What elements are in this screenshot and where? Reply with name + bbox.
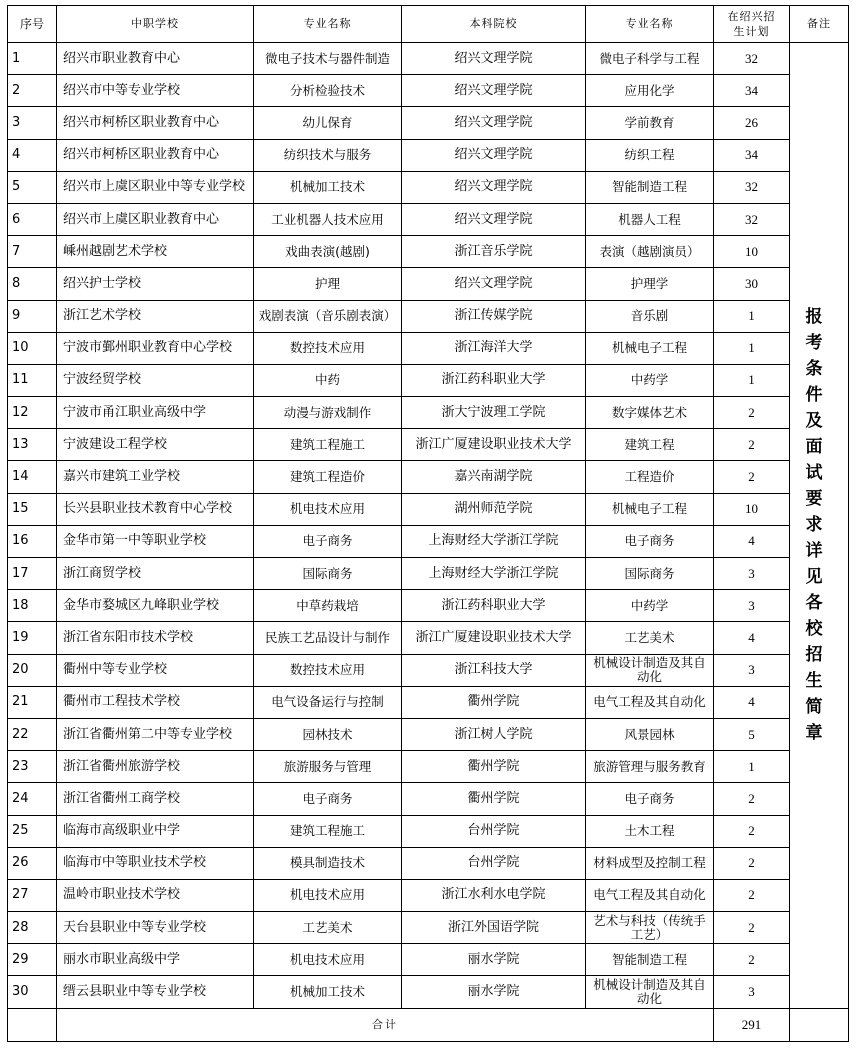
cell-university: 上海财经大学浙江学院 bbox=[402, 558, 586, 590]
cell-major: 幼儿保育 bbox=[254, 107, 402, 139]
cell-uni-major: 艺术与科技（传统手工艺） bbox=[586, 912, 714, 944]
table-row bbox=[8, 268, 849, 300]
cell-uni-major: 数字媒体艺术 bbox=[586, 397, 714, 429]
cell-uni-major: 机械设计制造及其自动化 bbox=[586, 976, 714, 1008]
total-row bbox=[8, 1008, 849, 1041]
cell-school: 浙江商贸学校 bbox=[57, 558, 254, 590]
cell-school: 长兴县职业技术教育中心学校 bbox=[57, 493, 254, 525]
cell-index: 1 bbox=[8, 43, 57, 75]
cell-major: 分析检验技术 bbox=[254, 75, 402, 107]
cell-major: 中草药栽培 bbox=[254, 590, 402, 622]
cell-major: 园林技术 bbox=[254, 718, 402, 750]
cell-uni-major: 智能制造工程 bbox=[586, 944, 714, 976]
table-row bbox=[8, 43, 849, 75]
cell-major: 电子商务 bbox=[254, 783, 402, 815]
table-row bbox=[8, 847, 849, 879]
cell-major: 中药 bbox=[254, 364, 402, 396]
cell-plan: 2 bbox=[714, 912, 790, 944]
cell-school: 绍兴市柯桥区职业教育中心 bbox=[57, 139, 254, 171]
cell-school: 衢州中等专业学校 bbox=[57, 654, 254, 686]
cell-major: 工艺美术 bbox=[254, 912, 402, 944]
cell-school: 绍兴市上虞区职业中等专业学校 bbox=[57, 171, 254, 203]
table-row bbox=[8, 332, 849, 364]
cell-university: 衢州学院 bbox=[402, 686, 586, 718]
cell-uni-major: 中药学 bbox=[586, 364, 714, 396]
cell-major: 护理 bbox=[254, 268, 402, 300]
cell-university: 浙江外国语学院 bbox=[402, 912, 586, 944]
table-row bbox=[8, 622, 849, 654]
table-row bbox=[8, 461, 849, 493]
cell-index: 15 bbox=[8, 493, 57, 525]
cell-uni-major: 土木工程 bbox=[586, 815, 714, 847]
cell-school: 温岭市职业技术学校 bbox=[57, 879, 254, 911]
cell-uni-major: 机械电子工程 bbox=[586, 332, 714, 364]
cell-school: 绍兴市职业教育中心 bbox=[57, 43, 254, 75]
cell-university: 浙大宁波理工学院 bbox=[402, 397, 586, 429]
header-plan: 在绍兴招生计划 bbox=[714, 6, 790, 43]
cell-index: 24 bbox=[8, 783, 57, 815]
cell-uni-major: 电气工程及其自动化 bbox=[586, 879, 714, 911]
table-row bbox=[8, 139, 849, 171]
cell-major: 纺织技术与服务 bbox=[254, 139, 402, 171]
cell-uni-major: 电气工程及其自动化 bbox=[586, 686, 714, 718]
cell-index: 27 bbox=[8, 879, 57, 911]
cell-school: 浙江省衢州旅游学校 bbox=[57, 751, 254, 783]
table-row bbox=[8, 236, 849, 268]
cell-index: 5 bbox=[8, 171, 57, 203]
cell-university: 绍兴文理学院 bbox=[402, 107, 586, 139]
cell-index: 8 bbox=[8, 268, 57, 300]
cell-uni-major: 中药学 bbox=[586, 590, 714, 622]
table-row bbox=[8, 203, 849, 235]
cell-plan: 3 bbox=[714, 654, 790, 686]
cell-major: 电子商务 bbox=[254, 525, 402, 557]
enrollment-plan-table bbox=[7, 5, 849, 1042]
enrollment-plan-table-wrapper bbox=[7, 5, 849, 1042]
cell-major: 机电技术应用 bbox=[254, 879, 402, 911]
cell-plan: 1 bbox=[714, 751, 790, 783]
cell-plan: 3 bbox=[714, 558, 790, 590]
header-row bbox=[8, 6, 849, 43]
table-row bbox=[8, 75, 849, 107]
cell-university: 浙江水利水电学院 bbox=[402, 879, 586, 911]
cell-plan: 34 bbox=[714, 139, 790, 171]
cell-university: 丽水学院 bbox=[402, 944, 586, 976]
table-row bbox=[8, 300, 849, 332]
cell-index: 13 bbox=[8, 429, 57, 461]
cell-index: 6 bbox=[8, 203, 57, 235]
table-row bbox=[8, 429, 849, 461]
cell-plan: 34 bbox=[714, 75, 790, 107]
cell-major: 模具制造技术 bbox=[254, 847, 402, 879]
cell-plan: 1 bbox=[714, 364, 790, 396]
cell-university: 台州学院 bbox=[402, 815, 586, 847]
cell-school: 绍兴市柯桥区职业教育中心 bbox=[57, 107, 254, 139]
cell-plan: 2 bbox=[714, 461, 790, 493]
table-row bbox=[8, 976, 849, 1008]
total-value: 291 bbox=[714, 1008, 790, 1041]
cell-index: 4 bbox=[8, 139, 57, 171]
cell-index: 10 bbox=[8, 332, 57, 364]
cell-school: 宁波建设工程学校 bbox=[57, 429, 254, 461]
cell-plan: 10 bbox=[714, 493, 790, 525]
cell-uni-major: 国际商务 bbox=[586, 558, 714, 590]
header-school: 中职学校 bbox=[57, 6, 254, 43]
cell-major: 电气设备运行与控制 bbox=[254, 686, 402, 718]
cell-plan: 3 bbox=[714, 590, 790, 622]
cell-plan: 2 bbox=[714, 879, 790, 911]
cell-university: 绍兴文理学院 bbox=[402, 43, 586, 75]
header-index: 序号 bbox=[8, 6, 57, 43]
cell-university: 上海财经大学浙江学院 bbox=[402, 525, 586, 557]
cell-university: 衢州学院 bbox=[402, 751, 586, 783]
cell-plan: 2 bbox=[714, 815, 790, 847]
table-row bbox=[8, 686, 849, 718]
cell-plan: 10 bbox=[714, 236, 790, 268]
cell-school: 绍兴护士学校 bbox=[57, 268, 254, 300]
cell-uni-major: 材料成型及控制工程 bbox=[586, 847, 714, 879]
cell-major: 机电技术应用 bbox=[254, 944, 402, 976]
total-note-cell bbox=[790, 1008, 849, 1041]
cell-major: 建筑工程施工 bbox=[254, 429, 402, 461]
cell-plan: 2 bbox=[714, 944, 790, 976]
cell-index: 9 bbox=[8, 300, 57, 332]
total-empty-cell bbox=[8, 1008, 57, 1041]
cell-school: 宁波市鄞州职业教育中心学校 bbox=[57, 332, 254, 364]
cell-school: 丽水市职业高级中学 bbox=[57, 944, 254, 976]
table-row bbox=[8, 751, 849, 783]
cell-uni-major: 电子商务 bbox=[586, 525, 714, 557]
cell-plan: 3 bbox=[714, 976, 790, 1008]
cell-major: 微电子技术与器件制造 bbox=[254, 43, 402, 75]
cell-major: 旅游服务与管理 bbox=[254, 751, 402, 783]
cell-university: 衢州学院 bbox=[402, 783, 586, 815]
cell-school: 绍兴市中等专业学校 bbox=[57, 75, 254, 107]
cell-university: 嘉兴南湖学院 bbox=[402, 461, 586, 493]
cell-uni-major: 学前教育 bbox=[586, 107, 714, 139]
cell-uni-major: 智能制造工程 bbox=[586, 171, 714, 203]
cell-university: 浙江药科职业大学 bbox=[402, 590, 586, 622]
table-row bbox=[8, 171, 849, 203]
cell-index: 28 bbox=[8, 912, 57, 944]
cell-major: 工业机器人技术应用 bbox=[254, 203, 402, 235]
cell-uni-major: 应用化学 bbox=[586, 75, 714, 107]
cell-index: 29 bbox=[8, 944, 57, 976]
cell-index: 25 bbox=[8, 815, 57, 847]
cell-index: 20 bbox=[8, 654, 57, 686]
table-row bbox=[8, 558, 849, 590]
cell-plan: 4 bbox=[714, 686, 790, 718]
cell-school: 临海市高级职业中学 bbox=[57, 815, 254, 847]
cell-major: 动漫与游戏制作 bbox=[254, 397, 402, 429]
header-uni-major: 专业名称 bbox=[586, 6, 714, 43]
cell-university: 浙江广厦建设职业技术大学 bbox=[402, 429, 586, 461]
cell-plan: 1 bbox=[714, 300, 790, 332]
cell-plan: 2 bbox=[714, 783, 790, 815]
header-major: 专业名称 bbox=[254, 6, 402, 43]
cell-plan: 4 bbox=[714, 525, 790, 557]
cell-index: 16 bbox=[8, 525, 57, 557]
cell-index: 14 bbox=[8, 461, 57, 493]
cell-university: 浙江广厦建设职业技术大学 bbox=[402, 622, 586, 654]
cell-university: 绍兴文理学院 bbox=[402, 75, 586, 107]
cell-uni-major: 护理学 bbox=[586, 268, 714, 300]
cell-university: 台州学院 bbox=[402, 847, 586, 879]
cell-university: 浙江树人学院 bbox=[402, 718, 586, 750]
cell-major: 建筑工程造价 bbox=[254, 461, 402, 493]
cell-uni-major: 电子商务 bbox=[586, 783, 714, 815]
table-row bbox=[8, 107, 849, 139]
cell-university: 丽水学院 bbox=[402, 976, 586, 1008]
cell-uni-major: 机械设计制造及其自动化 bbox=[586, 654, 714, 686]
table-row bbox=[8, 525, 849, 557]
cell-index: 12 bbox=[8, 397, 57, 429]
table-row bbox=[8, 654, 849, 686]
cell-uni-major: 音乐剧 bbox=[586, 300, 714, 332]
cell-university: 绍兴文理学院 bbox=[402, 203, 586, 235]
cell-major: 机械加工技术 bbox=[254, 976, 402, 1008]
cell-major: 机电技术应用 bbox=[254, 493, 402, 525]
cell-school: 浙江省东阳市技术学校 bbox=[57, 622, 254, 654]
cell-school: 天台县职业中等专业学校 bbox=[57, 912, 254, 944]
cell-school: 绍兴市上虞区职业教育中心 bbox=[57, 203, 254, 235]
cell-major: 戏剧表演（音乐剧表演） bbox=[254, 300, 402, 332]
total-label: 合计 bbox=[57, 1008, 714, 1041]
table-row bbox=[8, 912, 849, 944]
cell-school: 浙江省衢州工商学校 bbox=[57, 783, 254, 815]
cell-university: 绍兴文理学院 bbox=[402, 139, 586, 171]
cell-uni-major: 纺织工程 bbox=[586, 139, 714, 171]
cell-plan: 32 bbox=[714, 43, 790, 75]
cell-university: 绍兴文理学院 bbox=[402, 268, 586, 300]
cell-major: 数控技术应用 bbox=[254, 332, 402, 364]
header-note: 备注 bbox=[790, 6, 849, 43]
cell-index: 30 bbox=[8, 976, 57, 1008]
cell-plan: 2 bbox=[714, 397, 790, 429]
cell-major: 戏曲表演(越剧) bbox=[254, 236, 402, 268]
cell-index: 19 bbox=[8, 622, 57, 654]
table-row bbox=[8, 718, 849, 750]
cell-school: 嘉兴市建筑工业学校 bbox=[57, 461, 254, 493]
cell-uni-major: 工程造价 bbox=[586, 461, 714, 493]
header-university: 本科院校 bbox=[402, 6, 586, 43]
cell-plan: 26 bbox=[714, 107, 790, 139]
cell-university: 浙江科技大学 bbox=[402, 654, 586, 686]
cell-index: 18 bbox=[8, 590, 57, 622]
cell-plan: 32 bbox=[714, 203, 790, 235]
cell-school: 衢州市工程技术学校 bbox=[57, 686, 254, 718]
cell-major: 建筑工程施工 bbox=[254, 815, 402, 847]
cell-uni-major: 工艺美术 bbox=[586, 622, 714, 654]
cell-index: 21 bbox=[8, 686, 57, 718]
cell-school: 金华市第一中等职业学校 bbox=[57, 525, 254, 557]
table-row bbox=[8, 815, 849, 847]
cell-plan: 32 bbox=[714, 171, 790, 203]
cell-index: 7 bbox=[8, 236, 57, 268]
cell-university: 浙江海洋大学 bbox=[402, 332, 586, 364]
cell-plan: 4 bbox=[714, 622, 790, 654]
cell-major: 国际商务 bbox=[254, 558, 402, 590]
cell-major: 民族工艺品设计与制作 bbox=[254, 622, 402, 654]
table-row bbox=[8, 364, 849, 396]
cell-school: 宁波市甬江职业高级中学 bbox=[57, 397, 254, 429]
cell-uni-major: 旅游管理与服务教育 bbox=[586, 751, 714, 783]
cell-uni-major: 机械电子工程 bbox=[586, 493, 714, 525]
cell-university: 浙江药科职业大学 bbox=[402, 364, 586, 396]
cell-index: 3 bbox=[8, 107, 57, 139]
cell-index: 17 bbox=[8, 558, 57, 590]
cell-school: 宁波经贸学校 bbox=[57, 364, 254, 396]
table-row bbox=[8, 590, 849, 622]
cell-plan: 2 bbox=[714, 429, 790, 461]
cell-school: 浙江省衢州第二中等专业学校 bbox=[57, 718, 254, 750]
cell-plan: 1 bbox=[714, 332, 790, 364]
cell-major: 机械加工技术 bbox=[254, 171, 402, 203]
cell-plan: 5 bbox=[714, 718, 790, 750]
table-body bbox=[8, 43, 849, 1009]
cell-school: 缙云县职业中等专业学校 bbox=[57, 976, 254, 1008]
table-row bbox=[8, 397, 849, 429]
table-row bbox=[8, 879, 849, 911]
cell-major: 数控技术应用 bbox=[254, 654, 402, 686]
cell-university: 绍兴文理学院 bbox=[402, 171, 586, 203]
cell-school: 浙江艺术学校 bbox=[57, 300, 254, 332]
table-row bbox=[8, 944, 849, 976]
cell-index: 11 bbox=[8, 364, 57, 396]
table-row bbox=[8, 783, 849, 815]
cell-plan: 2 bbox=[714, 847, 790, 879]
cell-plan: 30 bbox=[714, 268, 790, 300]
cell-uni-major: 表演（越剧演员） bbox=[586, 236, 714, 268]
cell-school: 金华市婺城区九峰职业学校 bbox=[57, 590, 254, 622]
cell-uni-major: 风景园林 bbox=[586, 718, 714, 750]
cell-index: 26 bbox=[8, 847, 57, 879]
cell-school: 临海市中等职业技术学校 bbox=[57, 847, 254, 879]
cell-uni-major: 建筑工程 bbox=[586, 429, 714, 461]
cell-university: 浙江音乐学院 bbox=[402, 236, 586, 268]
cell-university: 浙江传媒学院 bbox=[402, 300, 586, 332]
note-cell: 报考条件及面试要求详见各校招生简章 bbox=[790, 43, 849, 1009]
table-row bbox=[8, 493, 849, 525]
cell-school: 嵊州越剧艺术学校 bbox=[57, 236, 254, 268]
cell-index: 23 bbox=[8, 751, 57, 783]
cell-university: 湖州师范学院 bbox=[402, 493, 586, 525]
cell-index: 2 bbox=[8, 75, 57, 107]
cell-uni-major: 机器人工程 bbox=[586, 203, 714, 235]
cell-index: 22 bbox=[8, 718, 57, 750]
cell-uni-major: 微电子科学与工程 bbox=[586, 43, 714, 75]
